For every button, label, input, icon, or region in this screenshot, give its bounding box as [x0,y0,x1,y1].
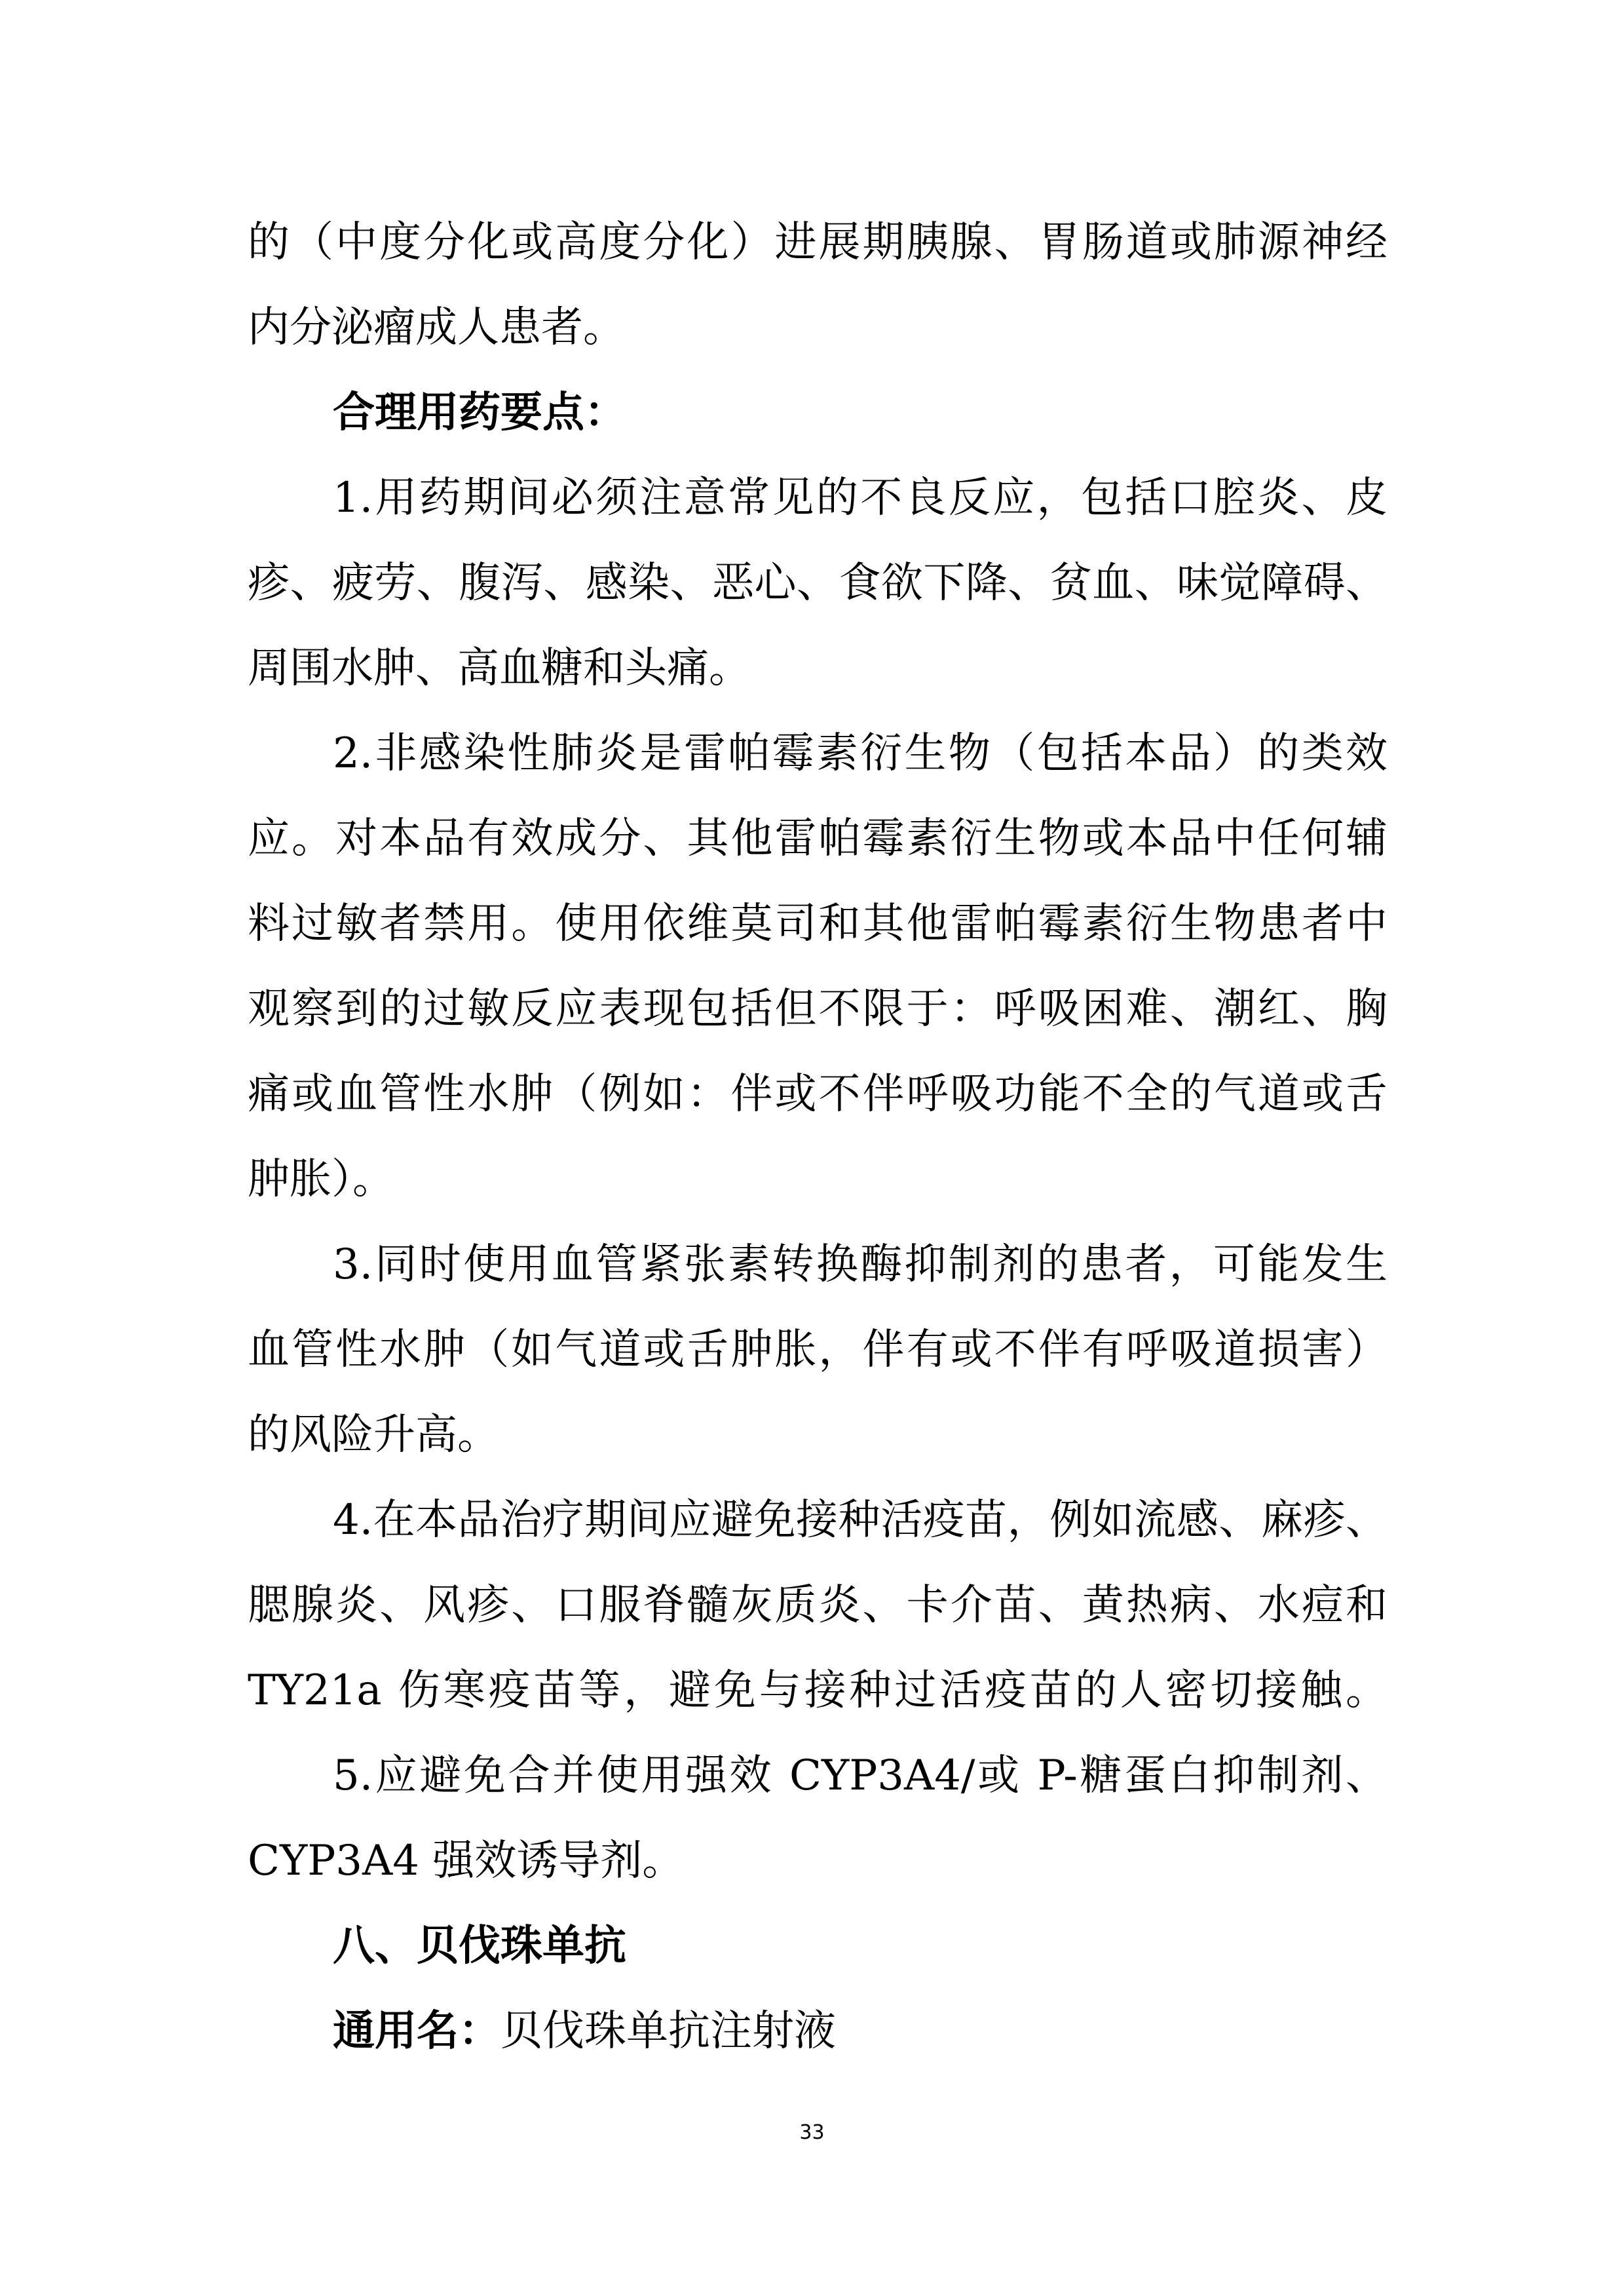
section-heading: 八、贝伐珠单抗 [333,1921,626,1970]
text-line: 5.应避免合并使用强效 CYP3A4/或 P-糖蛋白抑制剂、 [333,1751,1388,1800]
text-line: 料过敏者禁用。使用依维莫司和其他雷帕霉素衍生物患者中 [248,900,1388,948]
text-line: 观察到的过敏反应表现包括但不限于：呼吸困难、潮红、胸 [248,985,1388,1033]
text-line: 2.非感染性肺炎是雷帕霉素衍生物（包括本品）的类效 [333,729,1388,778]
text-line: 腮腺炎、风疹、口服脊髓灰质炎、卡介苗、黄热病、水痘和 [248,1581,1388,1630]
generic-name-line [333,2005,1388,2057]
text-line: 血管性水肿（如气道或舌肿胀，伴有或不伴有呼吸道损害） [248,1326,1388,1374]
section-heading: 合理用药要点： [333,388,626,437]
text-line: 的（中度分化或高度分化）进展期胰腺、胃肠道或肺源神经 [248,218,1388,267]
text-line: 3.同时使用血管紧张素转换酶抑制剂的患者，可能发生 [333,1240,1388,1289]
text-line: 痛或血管性水肿（例如：伴或不伴呼吸功能不全的气道或舌 [248,1070,1388,1119]
text-line: 4.在本品治疗期间应避免接种活疫苗，例如流感、麻疹、 [333,1496,1388,1544]
text-line: 肿胀）。 [248,1155,394,1204]
text-line: 1.用药期间必须注意常见的不良反应，包括口腔炎、皮 [333,474,1388,522]
text-line: 内分泌瘤成人患者。 [248,303,625,352]
text-line: 疹、疲劳、腹泻、感染、恶心、食欲下降、贫血、味觉障碍、 [248,559,1388,607]
text-line: 周围水肿、高血糖和头痛。 [248,644,751,693]
text-line: CYP3A4 强效诱导剂。 [248,1837,685,1885]
generic-name-value: 贝伐珠单抗注射液 [500,2007,836,2056]
text-line: TY21a 伤寒疫苗等，避免与接种过活疫苗的人密切接触。 [248,1666,1388,1715]
page-number: 33 [799,2121,825,2144]
text-line: 应。对本品有效成分、其他雷帕霉素衍生物或本品中任何辅 [248,814,1388,863]
text-line: 的风险升高。 [248,1411,499,1459]
generic-name-label: 通用名： [333,2006,500,2056]
